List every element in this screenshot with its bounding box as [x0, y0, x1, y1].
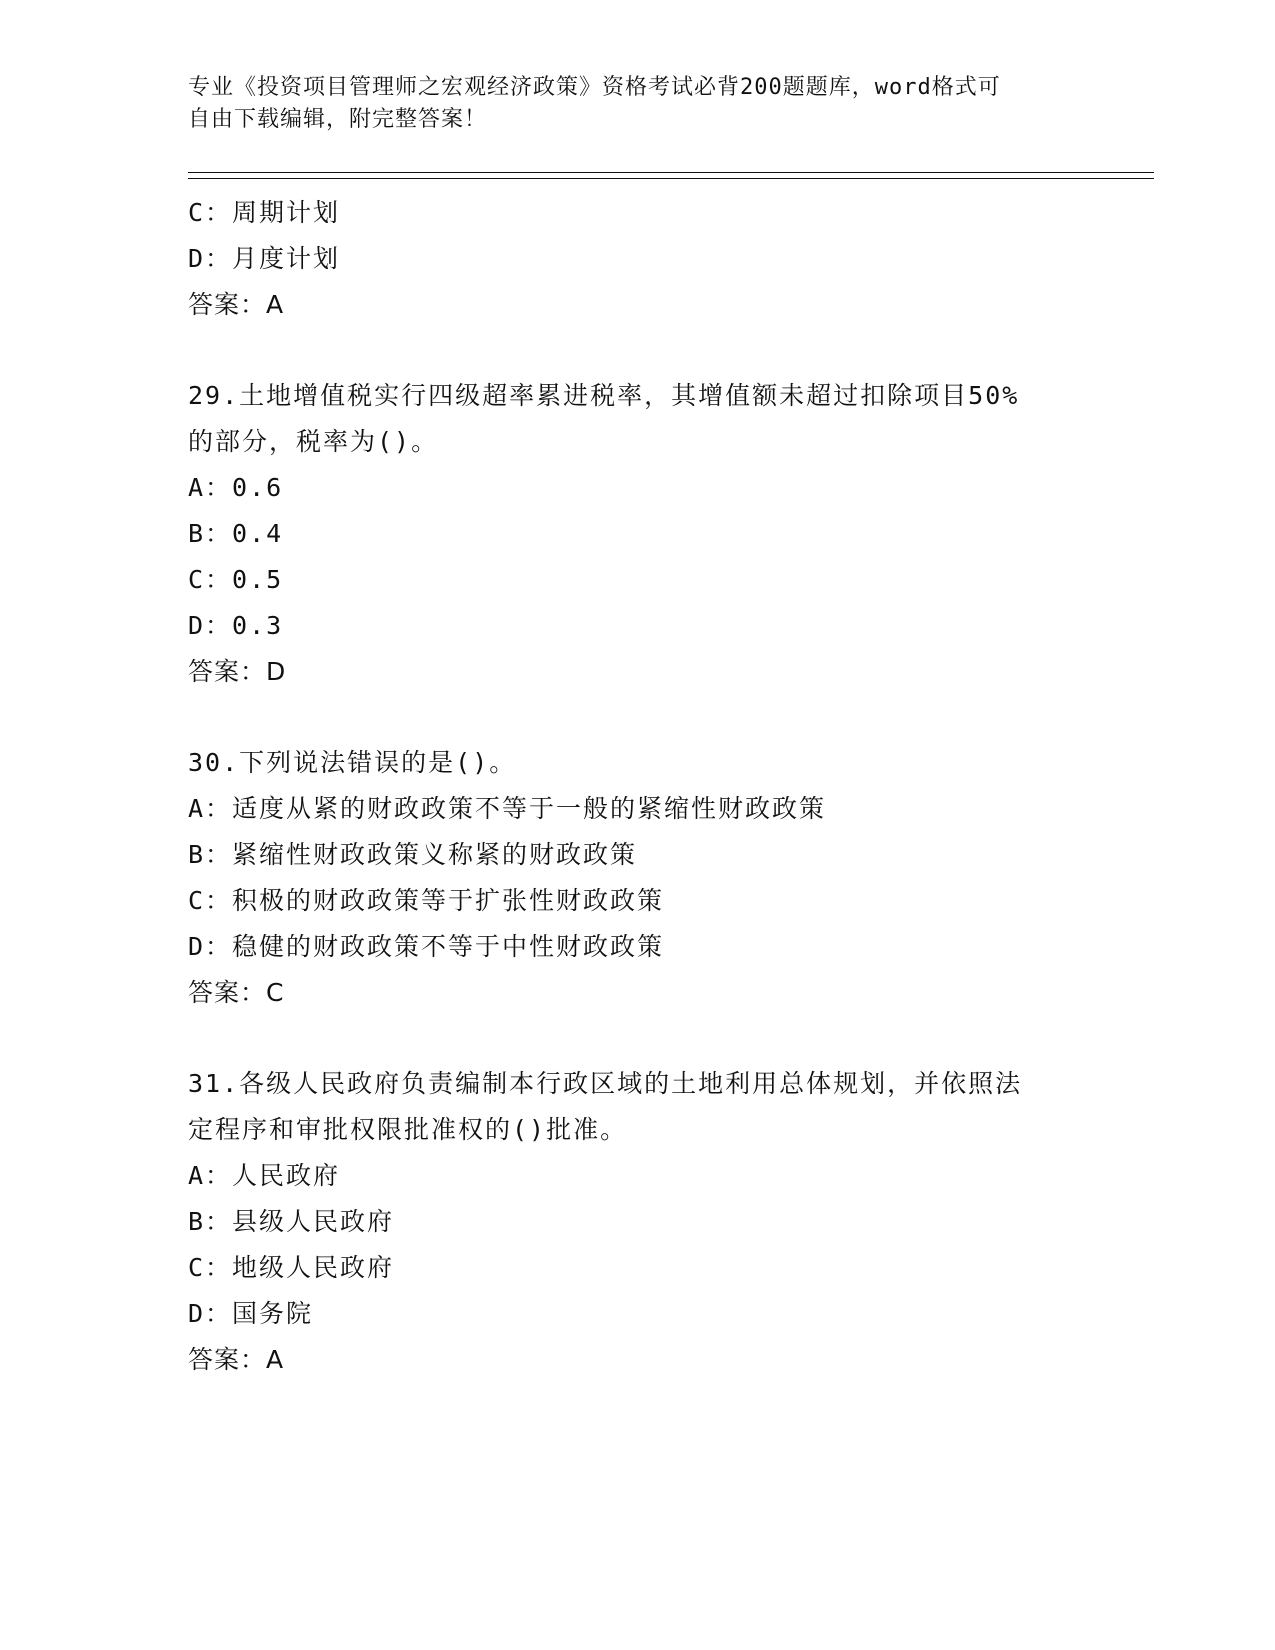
header-line-2: 自由下载编辑，附完整答案！	[188, 107, 488, 132]
option-a: A：适度从紧的财政政策不等于一般的紧缩性财政政策	[188, 794, 827, 823]
option-a: A：人民政府	[188, 1161, 341, 1190]
question-text-line-2: 定程序和审批权限批准权的()批准。	[188, 1115, 628, 1144]
question-text-line-1: 31.各级人民政府负责编制本行政区域的土地利用总体规划，并依照法	[188, 1069, 1023, 1098]
header-rule-top	[188, 172, 1154, 173]
option-b: B：0.4	[188, 519, 284, 548]
answer-line: 答案：A	[188, 290, 285, 319]
document-header	[188, 72, 1088, 136]
question-29	[188, 373, 1108, 695]
question-30	[188, 740, 1108, 1016]
option-d: D：0.3	[188, 611, 284, 640]
question-31	[188, 1061, 1108, 1383]
spacer	[188, 328, 1108, 373]
option-c: C：0.5	[188, 565, 284, 594]
header-line-1: 专业《投资项目管理师之宏观经济政策》资格考试必背200题题库，word格式可	[188, 75, 1001, 100]
answer-line: 答案：D	[188, 657, 287, 686]
option-c: C：地级人民政府	[188, 1253, 395, 1282]
question-text-line-2: 的部分，税率为()。	[188, 427, 439, 456]
answer-line: 答案：C	[188, 978, 285, 1007]
question-text-line-1: 30.下列说法错误的是()。	[188, 748, 517, 777]
header-rule-bottom	[188, 178, 1154, 179]
option-b: B：县级人民政府	[188, 1207, 395, 1236]
option-c: C：积极的财政政策等于扩张性财政政策	[188, 886, 665, 915]
option-a: A：0.6	[188, 473, 284, 502]
option-d: D：国务院	[188, 1299, 314, 1328]
question-text-line-1: 29.土地增值税实行四级超率累进税率，其增值额未超过扣除项目50%	[188, 381, 1020, 410]
option-b: B：紧缩性财政政策义称紧的财政政策	[188, 840, 638, 869]
option-d: D：月度计划	[188, 244, 341, 273]
spacer	[188, 695, 1108, 740]
question-fragment	[188, 190, 1108, 328]
question-list	[188, 190, 1108, 1383]
answer-line: 答案：A	[188, 1345, 285, 1374]
option-d: D：稳健的财政政策不等于中性财政政策	[188, 932, 665, 961]
option-c: C：周期计划	[188, 198, 341, 227]
spacer	[188, 1016, 1108, 1061]
